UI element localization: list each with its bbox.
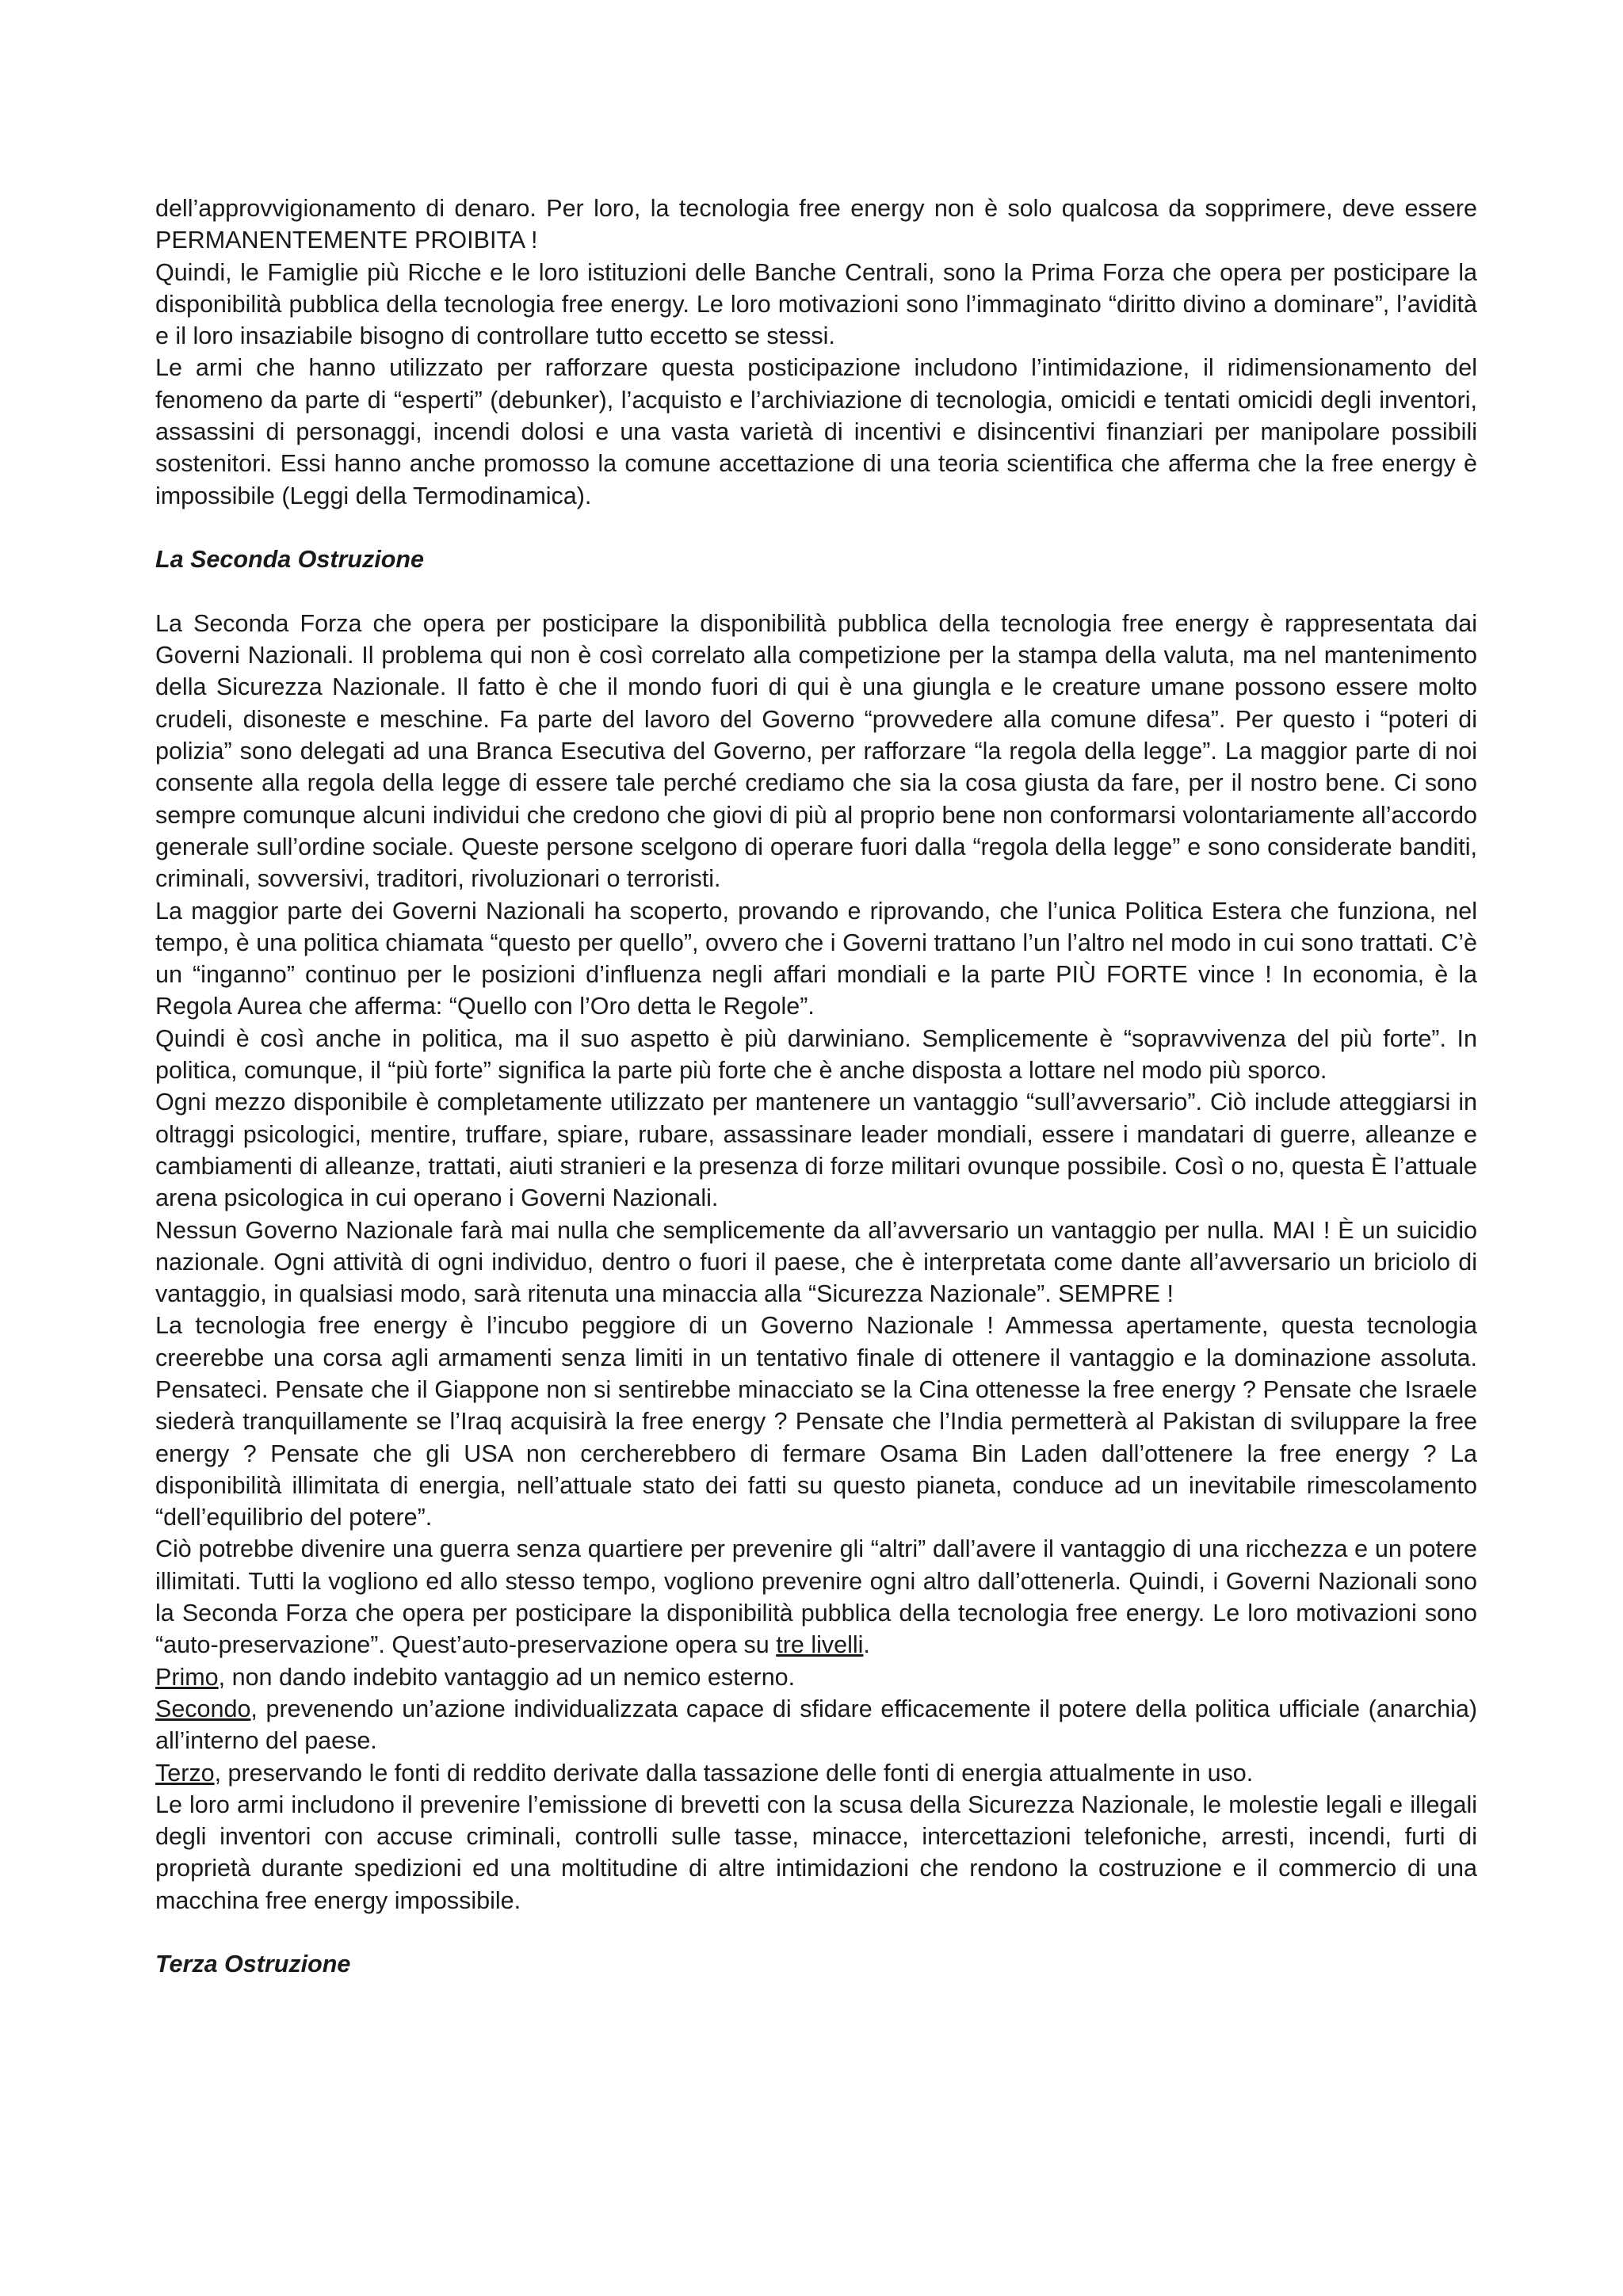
section2-paragraph-8: Le loro armi includono il prevenire l’emissione di brevetti con la scusa della Sicurezza Nazionale, le molestie legali e illegali degli inventori con accuse criminali, controlli sulle tasse, minacce, intercettazioni telefoniche, arresti, incendi, furti di proprietà durante spedizioni ed una moltitudine di altre intimidazioni che rendono la costruzione e il commercio di una macchina free energy impossibile. (155, 1791, 1477, 1914)
section2-paragraph-5: Nessun Governo Nazionale farà mai nulla che semplicemente da all’avversario un vantaggio per nulla. MAI ! È un suicidio nazionale. Ogni attività di ogni individuo, dentro o fuori il paese, che è interpretata come dante all’avversario un briciolo di vantaggio, in qualsiasi modo, sarà ritenuta una minaccia alla “Sicurezza Nazionale”. SEMPRE ! (155, 1216, 1477, 1308)
section2-paragraph-6: La tecnologia free energy è l’incubo peggiore di un Governo Nazionale ! Ammessa apertamente, questa tecnologia creerebbe una corsa agli armamenti senza limiti in un tentativo finale di ottenere il vantaggio e la dominazione assoluta. Pensateci. Pensate che il Giappone non si sentirebbe minacciato se la Cina ottenesse la free energy ? Pensate che Israele siederà tranquillamente se l’Iraq acquisirà la free energy ? Pensate che l’India permetterà al Pakistan di sviluppare la free energy ? Pensate che gli USA non cercherebbero di fermare Osama Bin Laden dall’ottenere la free energy ? La disponibilità illimitata di energia, nell’attuale stato dei fatti su questo pianeta, conduce ad un inevitabile rimescolamento “dell’equilibrio del potere”. (155, 1312, 1477, 1531)
intro-paragraph-3: Le armi che hanno utilizzato per rafforzare questa posticipazione includono l’intimidazione, il ridimensionamento del fenomeno da parte di “esperti” (debunker), l’acquisto e l’archiviazione di tecnologia, omicidi e tentati omicidi degli inventori, assassini di personaggi, incendi dolosi e una vasta varietà di incentivi e disincentivi finanziari per manipolare possibili sostenitori. Essi hanno anche promosso la comune accettazione di una teoria scientifica che afferma che la free energy è impossibile (Leggi della Termodinamica). (155, 354, 1477, 509)
level-third-label: Terzo (155, 1759, 215, 1787)
three-levels-underlined: tre livelli (776, 1631, 864, 1659)
level-first-label: Primo (155, 1663, 219, 1691)
level-second-text: , prevenendo un’azione individualizzata capace di sfidare efficacemente il potere della politica ufficiale (anarchia) all’interno del paese. (155, 1695, 1477, 1755)
section2-paragraph-2: La maggior parte dei Governi Nazionali ha scoperto, provando e riprovando, che l’unica Politica Estera che funziona, nel tempo, è una politica chiamata “questo per quello”, ovvero che i Governi trattano l’un l’altro nel modo in cui sono trattati. C’è un “inganno” continuo per le posizioni d’influenza negli affari mondiali e la parte PIÙ FORTE vince ! In economia, è la Regola Aurea che afferma: “Quello con l’Oro detta le Regole”. (155, 897, 1477, 1020)
section2-paragraph-7 (155, 1533, 1477, 1661)
paragraph-7-text: Ciò potrebbe divenire una guerra senza quartiere per prevenire gli “altri” dall’avere il vantaggio di una ricchezza e un potere illimitati. Tutti la vogliono ed allo stesso tempo, vogliono prevenire ogni altro dall’ottenerla. Quindi, i Governi Nazionali sono la Seconda Forza che opera per posticipare la disponibilità pubblica della tecnologia free energy. Le loro motivazioni sono “auto-preservazione”. Quest’auto-preservazione opera su (155, 1535, 1477, 1659)
section-heading-second-obstruction: La Seconda Ostruzione (155, 546, 424, 574)
level-third (155, 1757, 1477, 1789)
level-second-label: Secondo (155, 1695, 251, 1722)
level-first (155, 1661, 1477, 1693)
level-third-text: , preservando le fonti di reddito derivate dalla tassazione delle fonti di energia attualmente in uso. (214, 1759, 1254, 1787)
intro-paragraph-1: dell’approvvigionamento di denaro. Per loro, la tecnologia free energy non è solo qualcosa da sopprimere, deve essere PERMANENTEMENTE PROIBITA ! (155, 195, 1477, 254)
document-page (155, 193, 1477, 1981)
section-heading-third-obstruction: Terza Ostruzione (155, 1951, 351, 1978)
paragraph-7-end: . (863, 1631, 870, 1659)
level-first-text: , non dando indebito vantaggio ad un nemico esterno. (218, 1663, 796, 1691)
section2-paragraph-1: La Seconda Forza che opera per posticipare la disponibilità pubblica della tecnologia free energy è rappresentata dai Governi Nazionali. Il problema qui non è così correlato alla competizione per la stampa della valuta, ma nel mantenimento della Sicurezza Nazionale. Il fatto è che il mondo fuori di qui è una giungla e le creature umane possono essere molto crudeli, disoneste e meschine. Fa parte del lavoro del Governo “provvedere alla comune difesa”. Per questo i “poteri di polizia” sono delegati ad una Branca Esecutiva del Governo, per rafforzare “la regola della legge”. La maggior parte di noi consente alla regola della legge di essere tale perché crediamo che sia la cosa giusta da fare, per il nostro bene. Ci sono sempre comunque alcuni individui che credono che giovi di più al proprio bene non conformarsi volontariamente all’accordo generale sull’ordine sociale. Queste persone scelgono di operare fuori dalla “regola della legge” e sono considerate banditi, criminali, sovversivi, traditori, rivoluzionari o terroristi. (155, 609, 1477, 893)
section2-paragraph-4: Ogni mezzo disponibile è completamente utilizzato per mantenere un vantaggio “sull’avversario”. Ciò include atteggiarsi in oltraggi psicologici, mentire, truffare, spiare, rubare, assassinare leader mondiali, essere i mandatari di guerre, alleanze e cambiamenti di alleanze, trattati, aiuti stranieri e la presenza di forze militari ovunque possibile. Così o no, questa È l’attuale arena psicologica in cui operano i Governi Nazionali. (155, 1089, 1477, 1212)
level-second (155, 1693, 1477, 1757)
intro-paragraph-2: Quindi, le Famiglie più Ricche e le loro istituzioni delle Banche Centrali, sono la Prima Forza che opera per posticipare la disponibilità pubblica della tecnologia free energy. Le loro motivazioni sono l’immaginato “diritto divino a dominare”, l’avidità e il loro insaziabile bisogno di controllare tutto eccetto se stessi. (155, 258, 1477, 350)
section2-paragraph-3: Quindi è così anche in politica, ma il suo aspetto è più darwiniano. Semplicemente è “sopravvivenza del più forte”. In politica, comunque, il “più forte” significa la parte più forte che è anche disposta a lottare nel modo più sporco. (155, 1024, 1477, 1085)
